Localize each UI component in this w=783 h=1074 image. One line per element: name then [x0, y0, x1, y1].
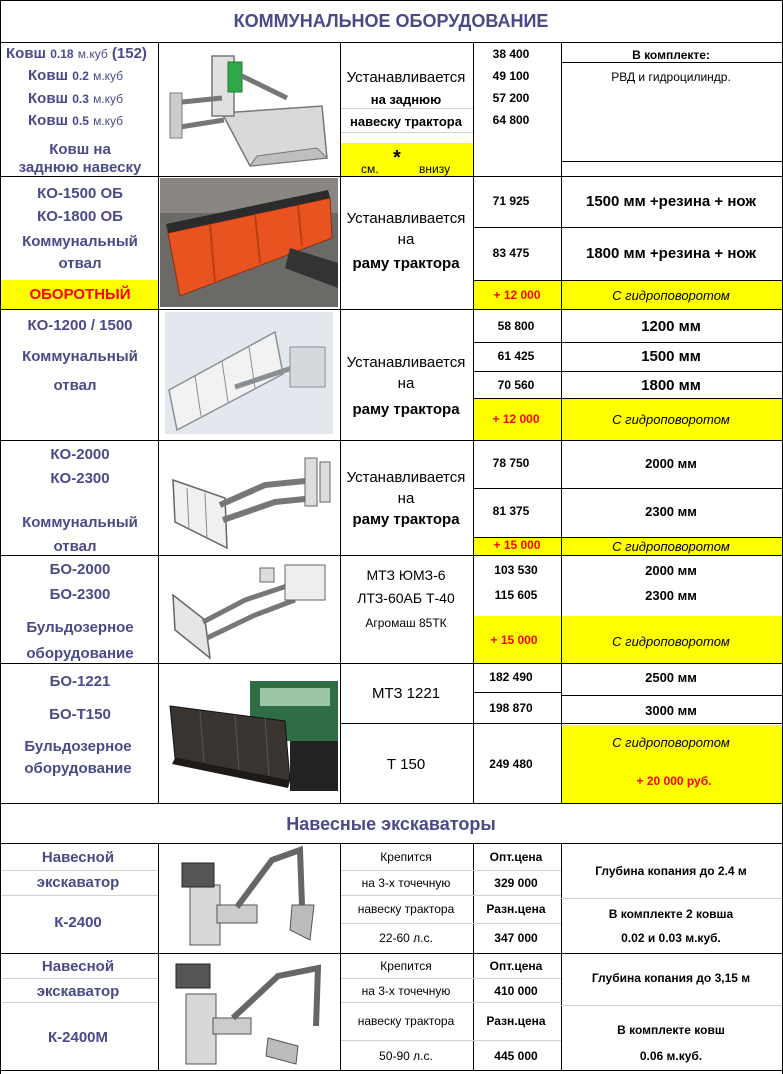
size: 2000 мм	[645, 456, 697, 471]
price: 83 475	[492, 246, 530, 260]
price: 49 100	[492, 69, 530, 83]
swivel-label: С гидроповоротом	[612, 539, 730, 554]
wholesale-label: Опт.цена	[489, 850, 543, 864]
price: 57 200	[492, 91, 530, 105]
install-text: Устанавливается	[346, 69, 466, 86]
star-note: *	[393, 147, 401, 169]
product-name: отвал	[58, 255, 102, 272]
bucket-image	[162, 48, 332, 170]
install-text: навеску трактора	[350, 114, 462, 129]
price: 115 605	[494, 588, 538, 602]
bucket-note: заднюю навеску	[18, 159, 142, 176]
product-name: КО-2300	[50, 470, 110, 487]
product-name: КО-1800 ОБ	[37, 208, 123, 225]
blade-image	[165, 450, 333, 552]
kit-text: В комплекте 2 ковша	[608, 907, 734, 921]
wholesale-price: 410 000	[494, 984, 538, 998]
install-text: Устанавливается	[346, 354, 466, 371]
tractor-model: МТЗ ЮМЗ-6	[366, 567, 446, 583]
price: 103 530	[494, 563, 538, 577]
product-name: отвал	[53, 377, 97, 394]
bulldozer-blade-image	[160, 666, 338, 800]
install-text: на	[397, 490, 415, 507]
section-title-excavators: Навесные экскаваторы	[286, 814, 496, 834]
bucket-item: Ковш 0.2 м.куб	[28, 67, 124, 84]
price: 198 870	[489, 701, 533, 715]
size: 2300 мм	[645, 588, 697, 603]
install-text: раму трактора	[352, 255, 460, 272]
product-name: БО-2000	[49, 561, 111, 578]
retail-label: Разн.цена	[486, 902, 546, 916]
product-name: БО-Т150	[49, 706, 111, 723]
price: 249 480	[489, 757, 533, 771]
mount-text: на 3-х точечную	[361, 876, 451, 890]
product-name: оборудование	[26, 645, 134, 662]
product-name: БО-1221	[49, 673, 111, 690]
install-text: раму трактора	[352, 511, 460, 528]
retail-price: 347 000	[494, 931, 538, 945]
retail-label: Разн.цена	[486, 1014, 546, 1028]
excavator-image	[168, 956, 330, 1068]
extra-price: + 15 000	[493, 538, 541, 552]
install-text: на заднюю	[370, 92, 442, 107]
price: 64 800	[492, 113, 530, 127]
install-text: Устанавливается	[346, 469, 466, 486]
kit-title: В комплекте:	[632, 48, 710, 62]
product-name: оборудование	[24, 760, 132, 777]
wholesale-price: 329 000	[494, 876, 538, 890]
reversible-blade-image	[160, 178, 338, 307]
bucket-note: Ковш на	[49, 141, 111, 158]
product-name: КО-2000	[50, 446, 110, 463]
mount-text: навеску трактора	[357, 1014, 455, 1028]
product-name: К-2400М	[47, 1029, 109, 1046]
install-text: на	[397, 231, 415, 248]
extra-price: + 15 000	[490, 633, 538, 647]
bucket-item: Ковш 0.18 м.куб (152)	[6, 45, 147, 62]
wholesale-label: Опт.цена	[489, 959, 543, 973]
price: 71 925	[492, 194, 530, 208]
mount-text: 50-90 л.с.	[379, 1049, 433, 1063]
swivel-label: С гидроповоротом	[612, 735, 730, 750]
bucket-item: Ковш 0.3 м.куб	[28, 90, 124, 107]
product-name: Коммунальный	[22, 348, 138, 365]
size: 1800 мм +резина + нож	[586, 245, 756, 262]
tractor-model: ЛТЗ-60АБ Т-40	[357, 590, 455, 606]
product-name: отвал	[53, 538, 97, 555]
product-name: Коммунальный	[22, 514, 138, 531]
product-name: экскаватор	[36, 874, 120, 891]
price: 70 560	[497, 378, 535, 392]
mount-text: Крепится	[380, 850, 432, 864]
product-name: Навесной	[41, 849, 115, 866]
size: 1200 мм	[641, 318, 701, 335]
product-name: БО-2300	[49, 586, 111, 603]
product-name: экскаватор	[36, 983, 120, 1000]
size: 1500 мм	[641, 348, 701, 365]
install-text: раму трактора	[352, 401, 460, 418]
blade-image	[165, 312, 333, 434]
size: 2500 мм	[645, 670, 697, 685]
product-name: Коммунальный	[22, 233, 138, 250]
product-name: К-2400	[54, 914, 102, 931]
bucket-sizes: 0.06 м.куб.	[639, 1049, 703, 1063]
tractor-model: Т 150	[386, 756, 426, 773]
price: 38 400	[492, 47, 530, 61]
product-name: КО-1200 / 1500	[27, 317, 133, 334]
size: 2300 мм	[645, 504, 697, 519]
below-note: внизу	[419, 162, 451, 176]
mount-text: на 3-х точечную	[361, 984, 451, 998]
kit-text: В комплекте ковш	[617, 1023, 725, 1037]
tractor-model: МТЗ 1221	[371, 685, 441, 702]
mount-text: Крепится	[380, 959, 432, 973]
see-note: см.	[361, 162, 379, 176]
excavator-image	[172, 845, 327, 951]
swivel-label: С гидроповоротом	[612, 288, 730, 303]
mount-text: 22-60 л.с.	[379, 931, 433, 945]
product-name: Бульдозерное	[26, 619, 134, 636]
extra-price: + 12 000	[492, 412, 540, 426]
size: 3000 мм	[645, 703, 697, 718]
product-name: Навесной	[41, 958, 115, 975]
price: 78 750	[492, 456, 530, 470]
bucket-sizes: 0.02 и 0.03 м.куб.	[621, 931, 721, 945]
size: 2000 мм	[645, 563, 697, 578]
product-name: КО-1500 ОБ	[37, 185, 123, 202]
extra-price: + 12 000	[493, 288, 541, 302]
digging-depth: Глубина копания до 2.4 м	[595, 864, 747, 878]
install-text: на	[397, 375, 415, 392]
bucket-item: Ковш 0.5 м.куб	[28, 112, 124, 129]
size: 1500 мм +резина + нож	[586, 193, 756, 210]
digging-depth: Глубина копания до 3,15 м	[591, 971, 751, 985]
retail-price: 445 000	[494, 1049, 538, 1063]
swivel-label: С гидроповоротом	[612, 634, 730, 649]
swivel-label: С гидроповоротом	[612, 412, 730, 427]
price: 61 425	[497, 349, 535, 363]
section-title-communal: КОММУНАЛЬНОЕ ОБОРУДОВАНИЕ	[233, 11, 549, 31]
size: 1800 мм	[641, 377, 701, 394]
kit-value: РВД и гидроцилиндр.	[611, 70, 731, 84]
price: 58 800	[497, 319, 535, 333]
mount-text: навеску трактора	[357, 902, 455, 916]
bulldozer-blade-image	[165, 560, 333, 660]
extra-price: + 20 000 руб.	[636, 774, 712, 788]
product-name: Бульдозерное	[24, 738, 132, 755]
price: 81 375	[492, 504, 530, 518]
price: 182 490	[489, 670, 533, 684]
install-text: Устанавливается	[346, 210, 466, 227]
reversible-label: ОБОРОТНЫЙ	[29, 286, 131, 303]
tractor-model: Агромаш 85ТК	[365, 616, 447, 630]
